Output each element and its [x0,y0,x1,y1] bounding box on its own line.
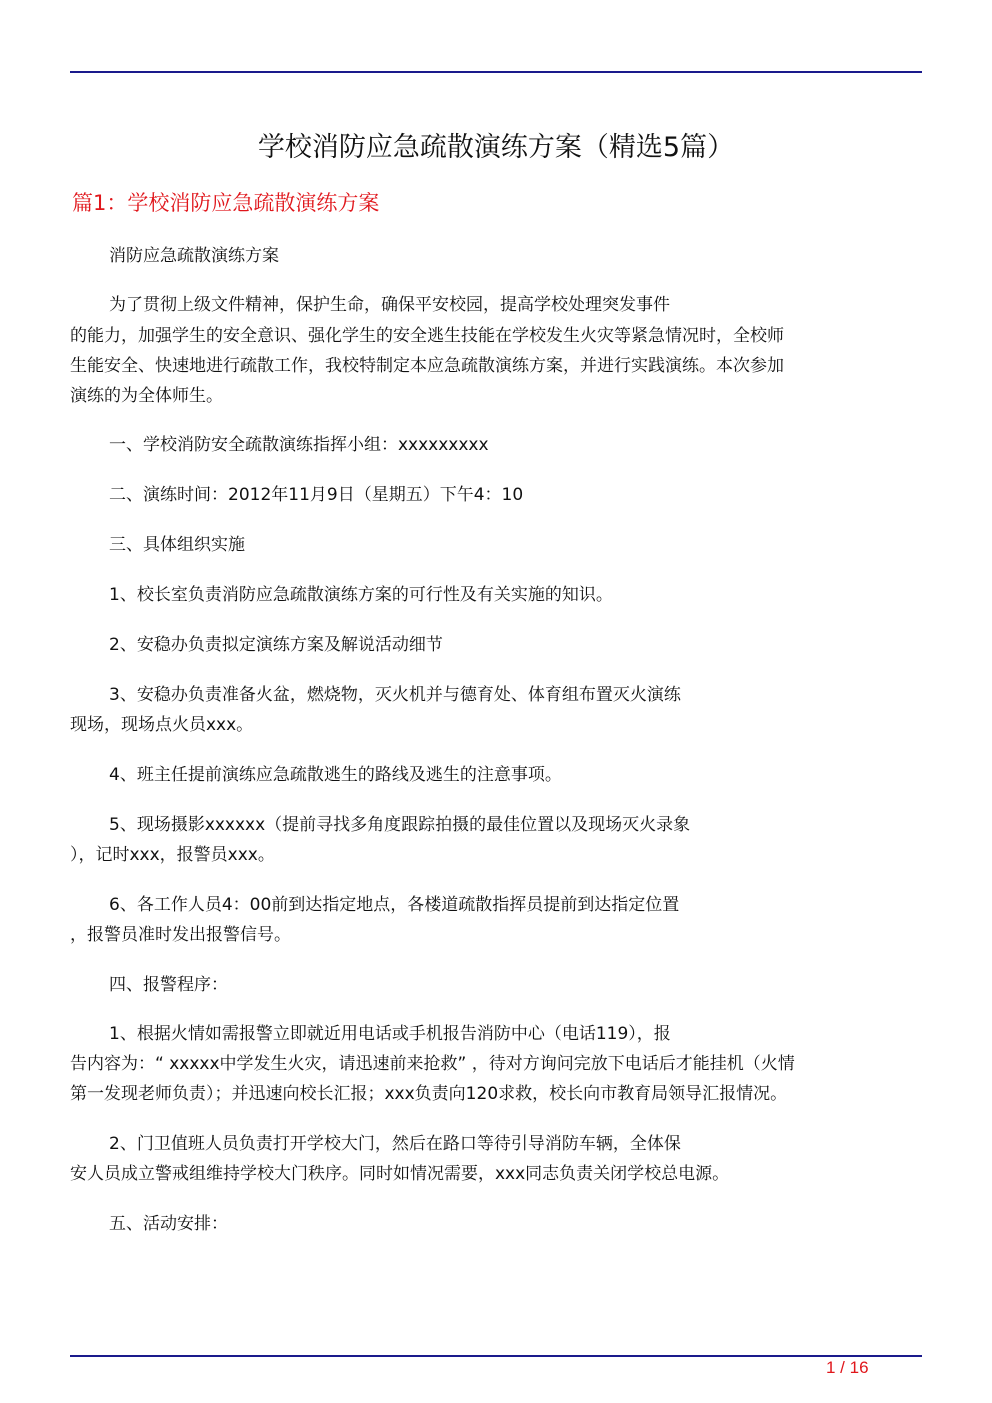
paragraph-line: 二、演练时间：2012年11月9日（星期五）下午4：10 [109,485,524,505]
paragraph-line: 四、报警程序： [109,975,228,995]
paragraph-line: 五、活动安排： [109,1214,228,1234]
paragraph-line: ），记时xxx，报警员xxx。 [70,845,275,865]
paragraph-line: 3、安稳办负责准备火盆，燃烧物，灭火机并与德育处、体育组布置灭火演练 [109,685,681,705]
paragraph-line: 为了贯彻上级文件精神，保护生命，确保平安校园，提高学校处理突发事件 [109,295,670,315]
paragraph-line: 现场，现场点火员xxx。 [70,715,254,735]
section-heading: 篇1：学校消防应急疏散演练方案 [72,191,380,215]
footer-rule [70,1355,922,1357]
paragraph-line: 1、根据火情如需报警立即就近用电话或手机报告消防中心（电话119），报 [109,1024,671,1044]
paragraph-line: 生能安全、快速地进行疏散工作，我校特制定本应急疏散演练方案，并进行实践演练。本次参加 [70,356,784,376]
paragraph-line: 演练的为全体师生。 [70,386,223,406]
paragraph-line: 6、各工作人员4：00前到达指定地点，各楼道疏散指挥员提前到达指定位置 [109,895,680,915]
paragraph-line: 第一发现老师负责）；并迅速向校长汇报；xxx负责向120求救，校长向市教育局领导汇报情况。 [70,1084,788,1104]
paragraph-line: 一、学校消防安全疏散演练指挥小组：xxxxxxxxx [109,435,489,455]
paragraph-line: 2、门卫值班人员负责打开学校大门，然后在路口等待引导消防车辆，全体保 [109,1134,681,1154]
paragraph-line: ，报警员准时发出报警信号。 [70,925,291,945]
header-rule [70,71,922,73]
paragraph-line: 2、安稳办负责拟定演练方案及解说活动细节 [109,635,443,655]
paragraph-line: 三、具体组织实施 [109,535,245,555]
paragraph-line: 告内容为：“ xxxxx中学发生火灾，请迅速前来抢救” ，待对方询问完放下电话后才能挂机（火情 [70,1054,795,1074]
paragraph-line: 安人员成立警戒组维持学校大门秩序。同时如情况需要，xxx同志负责关闭学校总电源。 [70,1164,730,1184]
paragraph-line: 1、校长室负责消防应急疏散演练方案的可行性及有关实施的知识。 [109,585,613,605]
document-title: 学校消防应急疏散演练方案（精选5篇） [257,132,735,163]
page-indicator: 1 / 16 [826,1358,869,1377]
paragraph-line: 5、现场摄影xxxxxx（提前寻找多角度跟踪拍摄的最佳位置以及现场灭火录象 [109,815,691,835]
paragraph-line: 4、班主任提前演练应急疏散逃生的路线及逃生的注意事项。 [109,765,562,785]
paragraph-line: 的能力，加强学生的安全意识、强化学生的安全逃生技能在学校发生火灾等紧急情况时，全校师 [70,326,784,346]
paragraph-line: 消防应急疏散演练方案 [109,246,279,266]
